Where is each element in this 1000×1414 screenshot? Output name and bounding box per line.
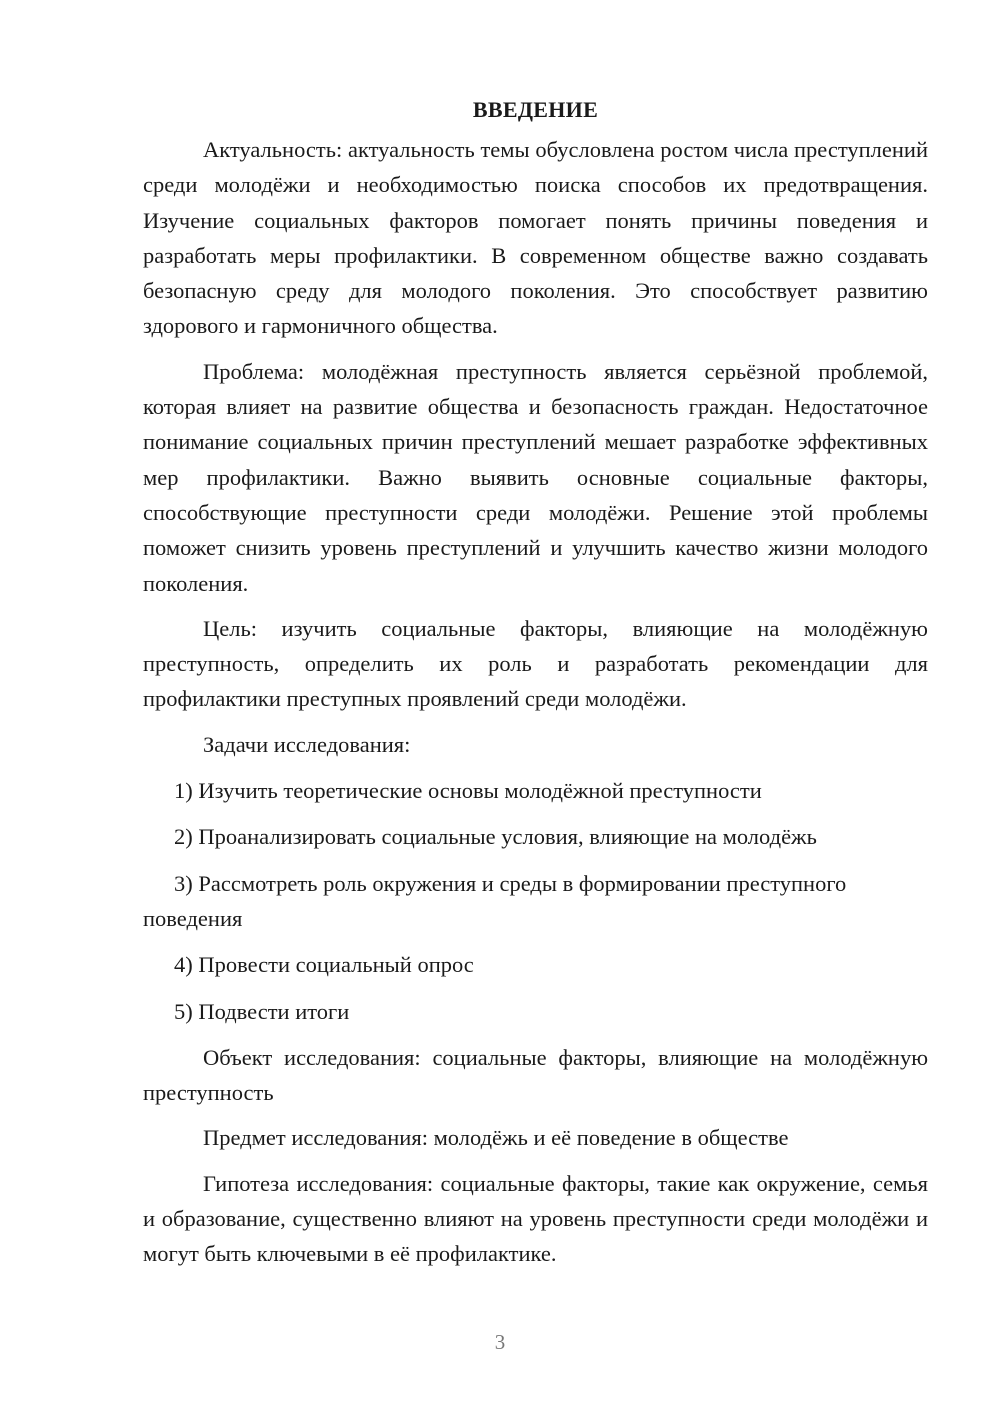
hypothesis-paragraph: Гипотеза исследования: социальные факторы, такие как окружение, семья и образование, существенно влияют на уровень преступности среди молодёжи и могут быть ключевыми в её профилактике. (143, 1170, 928, 1267)
document-page (143, 92, 928, 1282)
list-item: 3) Рассмотреть роль окружения и среды в формировании преступного поведения (143, 870, 847, 931)
goal-paragraph: Цель: изучить социальные факторы, влияющие на молодёжную преступность, определить их роль и разработать рекомендации для профилактики преступных проявлений среди молодёжи. (143, 615, 928, 712)
subject-paragraph: Предмет исследования: молодёжь и её поведение в обществе (203, 1125, 789, 1151)
page-title: ВВЕДЕНИЕ (472, 97, 599, 122)
tasks-heading: Задачи исследования: (203, 731, 411, 757)
list-item: 5) Подвести итоги (174, 998, 350, 1024)
list-item: 4) Провести социальный опрос (174, 952, 474, 978)
tasks-list (143, 773, 928, 1029)
list-item: 2) Проанализировать социальные условия, влияющие на молодёжь (174, 824, 817, 850)
page-number: 3 (494, 1330, 506, 1354)
actuality-paragraph: Актуальность: актуальность темы обусловлена ростом числа преступлений среди молодёжи и необходимостью поиска способов их предотвращения. Изучение социальных факторов помогает понять причины поведения и разработать меры профилактики. В современном обществе важно создавать безопасную среду для молодого поколения. Это способствует развитию здорового и гармоничного общества. (143, 137, 928, 339)
list-item: 1) Изучить теоретические основы молодёжной преступности (174, 778, 762, 804)
object-paragraph: Объект исследования: социальные факторы, влияющие на молодёжную преступность (143, 1044, 928, 1106)
problem-paragraph: Проблема: молодёжная преступность является серьёзной проблемой, которая влияет на развитие общества и безопасность граждан. Недостаточное понимание социальных причин преступлений мешает разработке эффективных мер профилактики. Важно выявить основные социальные факторы, способствующие преступности среди молодёжи. Решение этой проблемы поможет снизить уровень преступлений и улучшить качество жизни молодого поколения. (143, 358, 928, 596)
